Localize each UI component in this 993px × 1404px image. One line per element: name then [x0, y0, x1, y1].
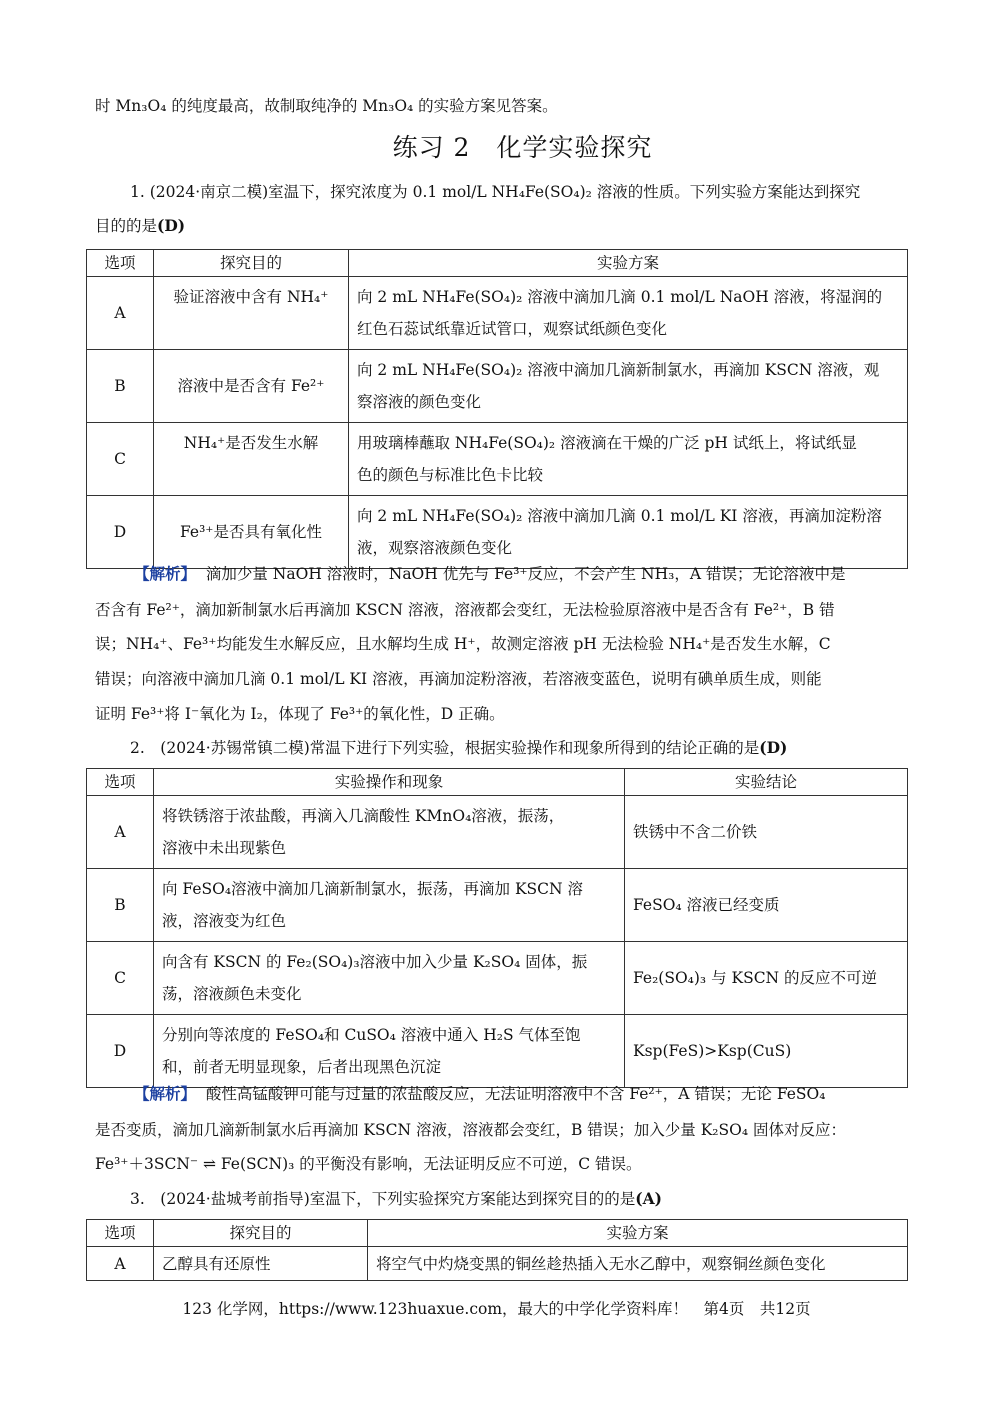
q1-analysis-label: 【解析】: [134, 564, 197, 583]
q2-analysis-line2: 是否变质，滴加几滴新制氯水后再滴加 KSCN 溶液，溶液都会变红，B 错误；加入少量 K₂SO₄ 固体对反应：: [95, 1121, 846, 1139]
q3-row-a-option: A: [87, 1247, 154, 1281]
q2-row-c-operation: 向含有 KSCN 的 Fe₂(SO₄)₃溶液中加入少量 K₂SO₄ 固体，振 荡，溶液颜色未变化: [154, 942, 625, 1015]
q1-table-header: [87, 250, 908, 277]
q2-row-b-operation: 向 FeSO₄溶液中滴加几滴新制氯水，振荡，再滴加 KSCN 溶 液，溶液变为红色: [154, 869, 625, 942]
q3-row-a-purpose: 乙醇具有还原性: [154, 1247, 368, 1281]
q2-analysis-label: 【解析】: [134, 1084, 197, 1103]
q1-row-d-purpose: Fe³⁺是否具有氧化性: [154, 496, 349, 569]
table-row: [87, 1015, 908, 1088]
q3-header-option: 选项: [87, 1220, 154, 1247]
q2-row-a-operation: 将铁锈溶于浓盐酸，再滴入几滴酸性 KMnO₄溶液，振荡， 溶液中未出现紫色: [154, 796, 625, 869]
q2-row-d-option: D: [87, 1015, 154, 1088]
q1-header-option: 选项: [87, 250, 154, 277]
q2-row-a-option: A: [87, 796, 154, 869]
q3-header-plan: 实验方案: [368, 1220, 908, 1247]
q2-analysis-line3: Fe³⁺＋3SCN⁻ ⇌ Fe(SCN)₃ 的平衡没有影响，无法证明反应不可逆，C 错误。: [95, 1155, 642, 1173]
table-row: [87, 496, 908, 569]
q2-stem: 2. (2024·苏锡常镇二模)常温下进行下列实验，根据实验操作和现象所得到的结论正确的是(D): [130, 738, 788, 757]
q1-stem-line1: 1. (2024·南京二模)室温下，探究浓度为 0.1 mol/L NH₄Fe(SO₄)₂ 溶液的性质。下列实验方案能达到探究: [130, 183, 861, 201]
q1-stem-line2: 目的的是(D): [95, 216, 186, 235]
q1-analysis-line4: 错误；向溶液中滴加几滴 0.1 mol/L KI 溶液，再滴加淀粉溶液，若溶液变蓝色，说明有碘单质生成，则能: [95, 670, 822, 688]
q2-row-c-conclusion: Fe₂(SO₄)₃ 与 KSCN 的反应不可逆: [625, 942, 908, 1015]
table-row: [87, 277, 908, 350]
q1-row-c-purpose: NH₄⁺是否发生水解: [154, 423, 349, 496]
q3-stem: 3. (2024·盐城考前指导)室温下，下列实验探究方案能达到探究目的的是(A): [130, 1189, 662, 1208]
table-row: [87, 942, 908, 1015]
q1-row-a-plan: 向 2 mL NH₄Fe(SO₄)₂ 溶液中滴加几滴 0.1 mol/L NaOH 溶液，将湿润的 红色石蕊试纸靠近试管口，观察试纸颜色变化: [349, 277, 908, 350]
intro-line: 时 Mn₃O₄ 的纯度最高，故制取纯净的 Mn₃O₄ 的实验方案见答案。: [95, 97, 558, 115]
q1-row-d-plan: 向 2 mL NH₄Fe(SO₄)₂ 溶液中滴加几滴 0.1 mol/L KI 溶液，再滴加淀粉溶 液，观察溶液颜色变化: [349, 496, 908, 569]
q1-row-c-plan: 用玻璃棒蘸取 NH₄Fe(SO₄)₂ 溶液滴在干燥的广泛 pH 试纸上，将试纸显 色的颜色与标准比色卡比较: [349, 423, 908, 496]
table-row: [87, 869, 908, 942]
q1-row-d-option: D: [87, 496, 154, 569]
q2-row-d-conclusion: Ksp(FeS)>Ksp(CuS): [625, 1015, 908, 1088]
q1-analysis-line1: 【解析】 滴加少量 NaOH 溶液时，NaOH 优先与 Fe³⁺反应，不会产生 NH₃，A 错误；无论溶液中是: [134, 564, 846, 583]
q2-header-option: 选项: [87, 769, 154, 796]
q2-row-c-option: C: [87, 942, 154, 1015]
table-row: [87, 796, 908, 869]
q1-header-plan: 实验方案: [349, 250, 908, 277]
q2-table-header: [87, 769, 908, 796]
q3-row-a-plan: 将空气中灼烧变黑的铜丝趁热插入无水乙醇中，观察铜丝颜色变化: [368, 1247, 908, 1281]
q2-row-b-option: B: [87, 869, 154, 942]
q2-answer: (D): [759, 738, 788, 757]
q3-table-header: [87, 1220, 908, 1247]
q1-answer: (D): [157, 216, 186, 235]
q1-analysis-line3: 误；NH₄⁺、Fe³⁺均能发生水解反应，且水解均生成 H⁺，故测定溶液 pH 无法检验 NH₄⁺是否发生水解，C: [95, 635, 831, 653]
q1-row-b-plan: 向 2 mL NH₄Fe(SO₄)₂ 溶液中滴加几滴新制氯水，再滴加 KSCN 溶液，观 察溶液的颜色变化: [349, 350, 908, 423]
q1-row-a-purpose: 验证溶液中含有 NH₄⁺: [154, 277, 349, 350]
table-row: [87, 423, 908, 496]
q3-answer: (A): [635, 1189, 662, 1208]
q1-row-b-option: B: [87, 350, 154, 423]
q1-row-a-option: A: [87, 277, 154, 350]
page-footer: 123 化学网，https://www.123huaxue.com，最大的中学化学资料库！ 第4页 共12页: [182, 1300, 811, 1318]
q3-table: [86, 1219, 908, 1281]
q1-table: [86, 249, 908, 569]
table-row: [87, 350, 908, 423]
q1-row-c-option: C: [87, 423, 154, 496]
q1-analysis-line5: 证明 Fe³⁺将 I⁻氧化为 I₂，体现了 Fe³⁺的氧化性，D 正确。: [95, 705, 505, 723]
q2-table: [86, 768, 908, 1088]
q2-analysis-line1: 【解析】 酸性高锰酸钾可能与过量的浓盐酸反应，无法证明溶液中不含 Fe²⁺，A 错误；无论 FeSO₄: [134, 1084, 826, 1103]
section-title: 练习 2 化学实验探究: [392, 133, 653, 162]
q1-header-purpose: 探究目的: [154, 250, 349, 277]
table-row: [87, 1247, 908, 1281]
q2-row-b-conclusion: FeSO₄ 溶液已经变质: [625, 869, 908, 942]
q3-header-purpose: 探究目的: [154, 1220, 368, 1247]
q1-analysis-line2: 否含有 Fe²⁺，滴加新制氯水后再滴加 KSCN 溶液，溶液都会变红，无法检验原溶液中是否含有 Fe²⁺，B 错: [95, 601, 835, 619]
q2-header-operation: 实验操作和现象: [154, 769, 625, 796]
q1-row-b-purpose: 溶液中是否含有 Fe²⁺: [154, 350, 349, 423]
q2-row-a-conclusion: 铁锈中不含二价铁: [625, 796, 908, 869]
q2-row-d-operation: 分别向等浓度的 FeSO₄和 CuSO₄ 溶液中通入 H₂S 气体至饱 和，前者无明显现象，后者出现黑色沉淀: [154, 1015, 625, 1088]
q2-header-conclusion: 实验结论: [625, 769, 908, 796]
